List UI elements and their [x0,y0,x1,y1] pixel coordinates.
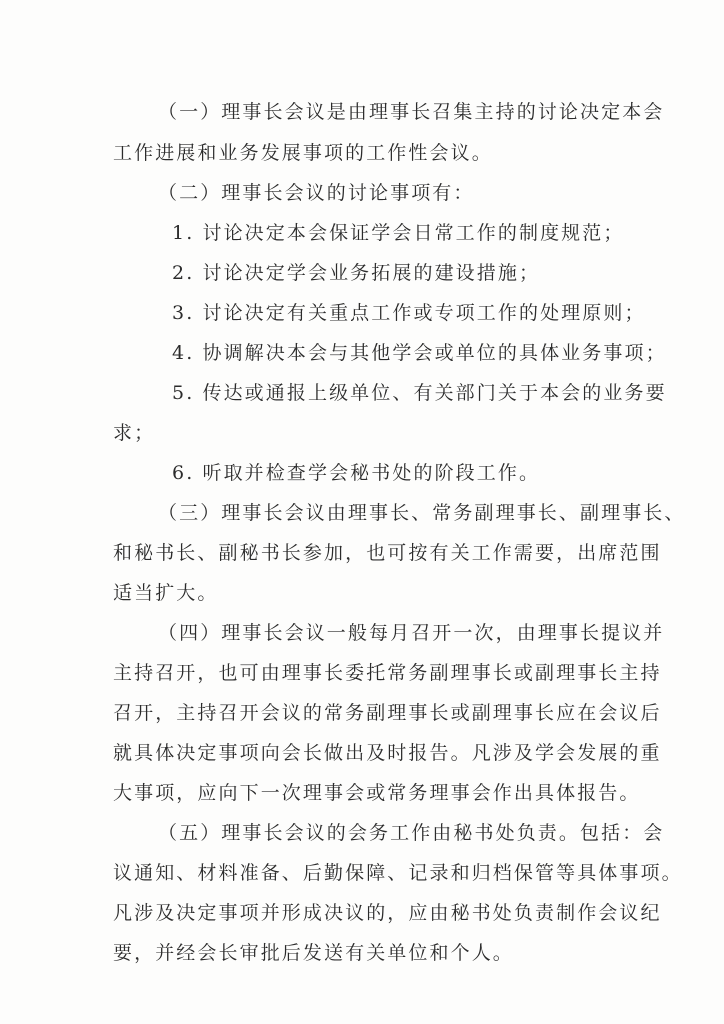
list-item-5-continued: 求； [113,422,156,444]
list-item-1: 1. 讨论决定本会保证学会日常工作的制度规范； [172,222,625,244]
paragraph-4-line-1: （四）理事长会议一般每月召开一次，由理事长提议并 [158,622,665,644]
paragraph-3-line-2: 和秘书长、副秘书长参加，也可按有关工作需要，出席范围 [113,542,662,564]
list-item-5: 5. 传达或通报上级单位、有关部门关于本会的业务要 [172,382,667,404]
list-item-2: 2. 讨论决定学会业务拓展的建设措施； [172,262,541,284]
paragraph-4-line-4: 就具体决定事项向会长做出及时报告。凡涉及学会发展的重 [113,742,662,764]
paragraph-3-line-3: 适当扩大。 [113,582,219,604]
paragraph-2-heading: （二）理事长会议的讨论事项有： [158,182,475,204]
paragraph-4-line-3: 召开，主持召开会议的常务副理事长或副理事长应在会议后 [113,702,662,724]
paragraph-5-line-1: （五）理事长会议的会务工作由秘书处负责。包括：会 [158,822,665,844]
paragraph-5-line-4: 要，并经会长审批后发送有关单位和个人。 [113,942,514,964]
paragraph-5-line-3: 凡涉及决定事项并形成决议的，应由秘书处负责制作会议纪 [113,902,662,924]
paragraph-1-line-2: 工作进展和业务发展事项的工作性会议。 [113,142,493,164]
paragraph-5-line-2: 议通知、材料准备、后勤保障、记录和归档保管等具体事项。 [113,862,683,884]
paragraph-1-line-1: （一）理事长会议是由理事长召集主持的讨论决定本会 [158,101,665,123]
list-item-3: 3. 讨论决定有关重点工作或专项工作的处理原则； [172,302,646,324]
list-item-4: 4. 协调解决本会与其他学会或单位的具体业务事项； [172,342,667,364]
paragraph-3-line-1: （三）理事长会议由理事长、常务副理事长、副理事长、 [158,502,686,524]
paragraph-4-line-2: 主持召开，也可由理事长委托常务副理事长或副理事长主持 [113,662,662,684]
list-item-6: 6. 听取并检查学会秘书处的阶段工作。 [172,462,541,484]
paragraph-4-line-5: 大事项，应向下一次理事会或常务理事会作出具体报告。 [113,782,641,804]
